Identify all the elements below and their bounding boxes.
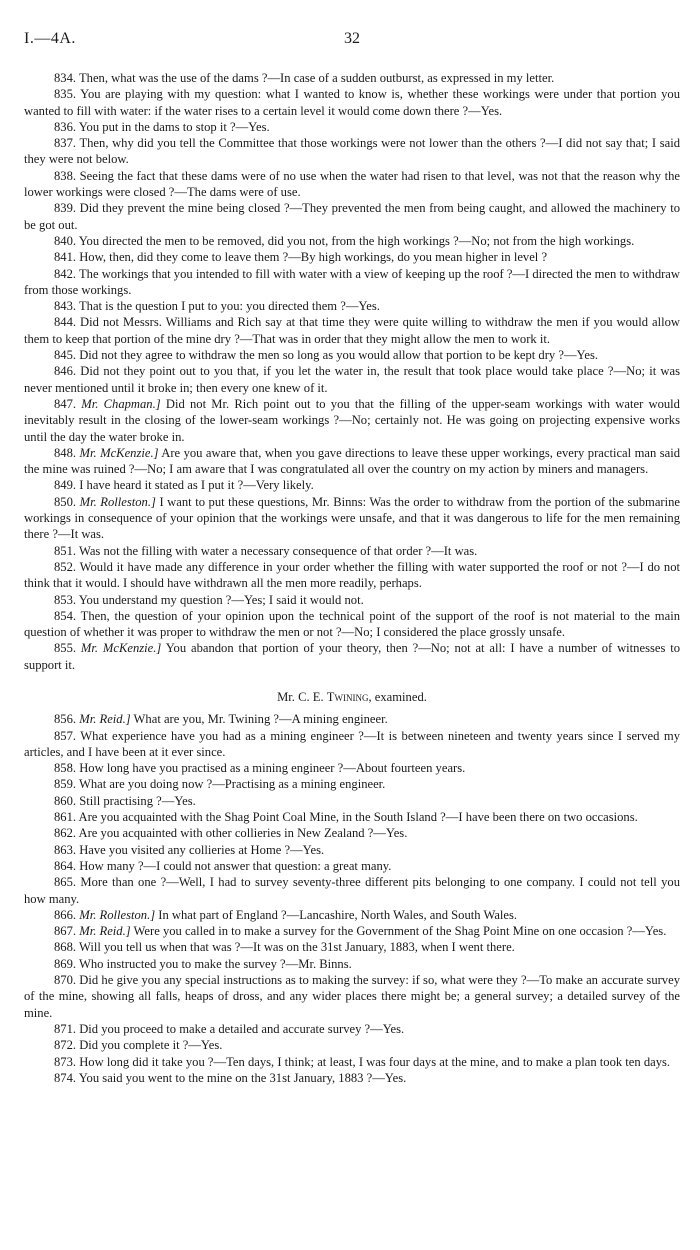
testimony-paragraph [24, 1070, 680, 1086]
testimony-text: 838. Seeing the fact that these dams were of no use when the water had risen to that level, was not that the reason why the lower workings were closed ?—The dams were of use. [24, 168, 680, 200]
testimony-text: 845. Did not they agree to withdraw the men so long as you would allow that portion to be kept dry ?—Yes. [54, 348, 599, 363]
testimony-text: 843. That is the question I put to you: you directed them ?—Yes. [54, 299, 380, 314]
testimony-text: 841. How, then, did they come to leave them ?—By high workings, do you mean higher in level ? [54, 250, 548, 265]
testimony-paragraph [24, 1037, 680, 1053]
testimony-paragraph [24, 233, 680, 249]
question-number: 855. [54, 641, 77, 656]
testimony-paragraph [24, 1054, 680, 1070]
question-number: 847. [54, 396, 77, 411]
testimony-text: 862. Are you acquainted with other collieries in New Zealand ?—Yes. [54, 826, 408, 841]
testimony-text: 851. Was not the filling with water a necessary consequence of that order ?—It was. [54, 543, 478, 558]
testimony-paragraph [24, 266, 680, 299]
testimony-paragraph [24, 939, 680, 955]
testimony-paragraph [24, 559, 680, 592]
testimony-text: 872. Did you complete it ?—Yes. [54, 1038, 223, 1053]
testimony-paragraph [24, 70, 680, 86]
speaker-label: Mr. Rolleston.] [79, 494, 156, 509]
testimony-text: 868. Will you tell us when that was ?—It was on the 31st January, 1883, when I went there. [54, 940, 515, 955]
question-number: 850. [54, 494, 77, 509]
testimony-paragraph [24, 907, 680, 923]
question-number: 856. [54, 712, 77, 727]
document-body [24, 70, 680, 1086]
testimony-paragraph [24, 168, 680, 201]
witness-heading-suffix: , examined. [368, 689, 427, 704]
testimony-paragraph [24, 477, 680, 493]
testimony-text: 861. Are you acquainted with the Shag Point Coal Mine, in the South Island ?—I have been there on two occasions. [54, 810, 638, 825]
testimony-paragraph [24, 956, 680, 972]
testimony-paragraph [24, 972, 680, 1021]
witness-name: Twining [326, 689, 369, 704]
testimony-paragraph [24, 874, 680, 907]
testimony-paragraph [24, 776, 680, 792]
testimony-text: 837. Then, why did you tell the Committee that those workings were not lower than the others ?—I did not say that; I said they were not below. [24, 136, 680, 167]
testimony-text: You abandon that portion of your theory, then ?—No; not at all: I have a number of witnesses to support it. [24, 641, 681, 672]
testimony-text: 852. Would it have made any difference in your order whether the filling with water supported the roof or not ?—I do not think that it would. I should have withdrawn all the men more readily, perhaps. [24, 559, 680, 591]
testimony-text: 871. Did you proceed to make a detailed and accurate survey ?—Yes. [54, 1021, 405, 1036]
speaker-label: Mr. McKenzie.] [79, 445, 159, 460]
testimony-text: 854. Then, the question of your opinion upon the technical point of the support of the roof is not material to the main question of whether it was proper to withdraw the men or not ?—No; I considered the place grossly unsafe. [24, 608, 680, 640]
page-number: 32 [344, 30, 360, 47]
page-header [24, 30, 680, 56]
testimony-paragraph [24, 200, 680, 233]
testimony-paragraph [24, 298, 680, 314]
speaker-label: Mr. Reid.] [79, 712, 131, 727]
testimony-paragraph [24, 858, 680, 874]
testimony-text: 859. What are you doing now ?—Practising as a mining engineer. [54, 777, 386, 792]
speaker-label: Mr. Chapman.] [81, 396, 161, 411]
testimony-paragraph [24, 363, 680, 396]
testimony-text: 870. Did he give you any special instructions as to making the survey: if so, what were they ?—To make an accurate survey of the mine, showing all falls, heaps of dross, and any wider places there might be; a general survey; a detailed survey of the mine. [24, 973, 680, 1020]
testimony-paragraph [24, 86, 680, 119]
testimony-paragraph [24, 135, 680, 168]
testimony-text: 864. How many ?—I could not answer that question: a great many. [54, 858, 392, 873]
question-number: 848. [54, 445, 77, 460]
testimony-text: 836. You put in the dams to stop it ?—Yes. [54, 119, 270, 134]
testimony-section-binns [24, 70, 680, 673]
testimony-paragraph [24, 445, 680, 478]
testimony-text: 835. You are playing with my question: what I wanted to know is, whether these workings were under that portion you wanted to fill with water: if the water rises to a certain level it would come down there ?—Yes. [24, 87, 680, 118]
testimony-paragraph [24, 809, 680, 825]
testimony-text: 860. Still practising ?—Yes. [54, 793, 196, 808]
testimony-paragraph [24, 396, 680, 445]
testimony-text: 869. Who instructed you to make the survey ?—Mr. Binns. [54, 956, 352, 971]
testimony-text: 863. Have you visited any collieries at Home ?—Yes. [54, 842, 325, 857]
testimony-paragraph [24, 711, 680, 727]
testimony-text: 840. You directed the men to be removed, did you not, from the high workings ?—No; not from the high workings. [54, 233, 635, 248]
witness-heading-prefix: Mr. C. E. [277, 689, 324, 704]
witness-heading [24, 689, 680, 705]
testimony-section-twining [24, 711, 680, 1086]
testimony-paragraph [24, 543, 680, 559]
testimony-paragraph [24, 347, 680, 363]
testimony-paragraph [24, 793, 680, 809]
testimony-text: What are you, Mr. Twining ?—A mining engineer. [133, 712, 388, 727]
testimony-paragraph [24, 728, 680, 761]
document-page [24, 30, 680, 1086]
testimony-text: 846. Did not they point out to you that, if you let the water in, the result that took place would take place ?—No; it was never mentioned until it broke in; then every one knew of it. [24, 364, 680, 395]
testimony-text: 853. You understand my question ?—Yes; I said it would not. [54, 592, 364, 607]
testimony-paragraph [24, 119, 680, 135]
testimony-text: Are you aware that, when you gave directions to leave these upper workings, every practical man said the mine was ruined ?—No; I am aware that I was congratulated all over the country on my action by miners and managers. [24, 445, 680, 477]
testimony-text: 865. More than one ?—Well, I had to survey seventy-three different pits belonging to one company. I could not tell you how many. [24, 875, 680, 906]
testimony-paragraph [24, 842, 680, 858]
testimony-text: 874. You said you went to the mine on the 31st January, 1883 ?—Yes. [54, 1070, 407, 1085]
testimony-text: 834. Then, what was the use of the dams ?—In case of a sudden outburst, as expressed in my letter. [54, 71, 555, 85]
speaker-label: Mr. Rolleston.] [79, 907, 156, 922]
testimony-paragraph [24, 494, 680, 543]
question-number: 867. [54, 924, 77, 939]
testimony-text: Did not Mr. Rich point out to you that the filling of the upper-seam workings with water would inevitably result in the closing of the lower-seam workings ?—No; certainly not. He was going on projecting expensive works until the day the water broke in. [24, 396, 680, 444]
testimony-paragraph [24, 608, 680, 641]
testimony-text: 842. The workings that you intended to fill with water with a view of keeping up the roof ?—I directed the men to withdraw from those workings. [24, 266, 680, 297]
speaker-label: Mr. Reid.] [79, 924, 131, 939]
testimony-paragraph [24, 640, 680, 673]
testimony-text: 858. How long have you practised as a mining engineer ?—About fourteen years. [54, 761, 466, 776]
testimony-paragraph [24, 314, 680, 347]
testimony-text: 849. I have heard it stated as I put it ?—Very likely. [54, 478, 314, 493]
testimony-paragraph [24, 923, 680, 939]
testimony-text: 839. Did they prevent the mine being closed ?—They prevented the men from being caught, and allowed the machinery to be got out. [24, 201, 680, 232]
testimony-text: 844. Did not Messrs. Williams and Rich say at that time they were quite willing to withdraw the men if you would allow them to keep that portion of the mine dry ?—That was in order that they might allow the men to work it. [24, 315, 680, 346]
testimony-text: I want to put these questions, Mr. Binns: Was the order to withdraw from the portion of the submarine workings in consequence of your opinion that the workings were unsafe, and that it was dangerous to life for the men remaining there ?—It was. [24, 494, 681, 542]
question-number: 866. [54, 907, 77, 922]
speaker-label: Mr. McKenzie.] [80, 641, 162, 656]
testimony-text: Were you called in to make a survey for the Government of the Shag Point Mine on one occasion ?—Yes. [133, 924, 667, 939]
testimony-text: 873. How long did it take you ?—Ten days, I think; at least, I was four days at the mine, and to make a plan took ten days. [54, 1054, 671, 1069]
testimony-text: In what part of England ?—Lancashire, North Wales, and South Wales. [158, 907, 518, 922]
testimony-paragraph [24, 1021, 680, 1037]
testimony-paragraph [24, 760, 680, 776]
testimony-paragraph [24, 825, 680, 841]
testimony-text: 857. What experience have you had as a mining engineer ?—It is between nineteen and twenty years since I served my articles, and I have been at it ever since. [24, 728, 680, 759]
testimony-paragraph [24, 249, 680, 265]
paper-reference: I.—4A. [24, 30, 76, 47]
testimony-paragraph [24, 592, 680, 608]
